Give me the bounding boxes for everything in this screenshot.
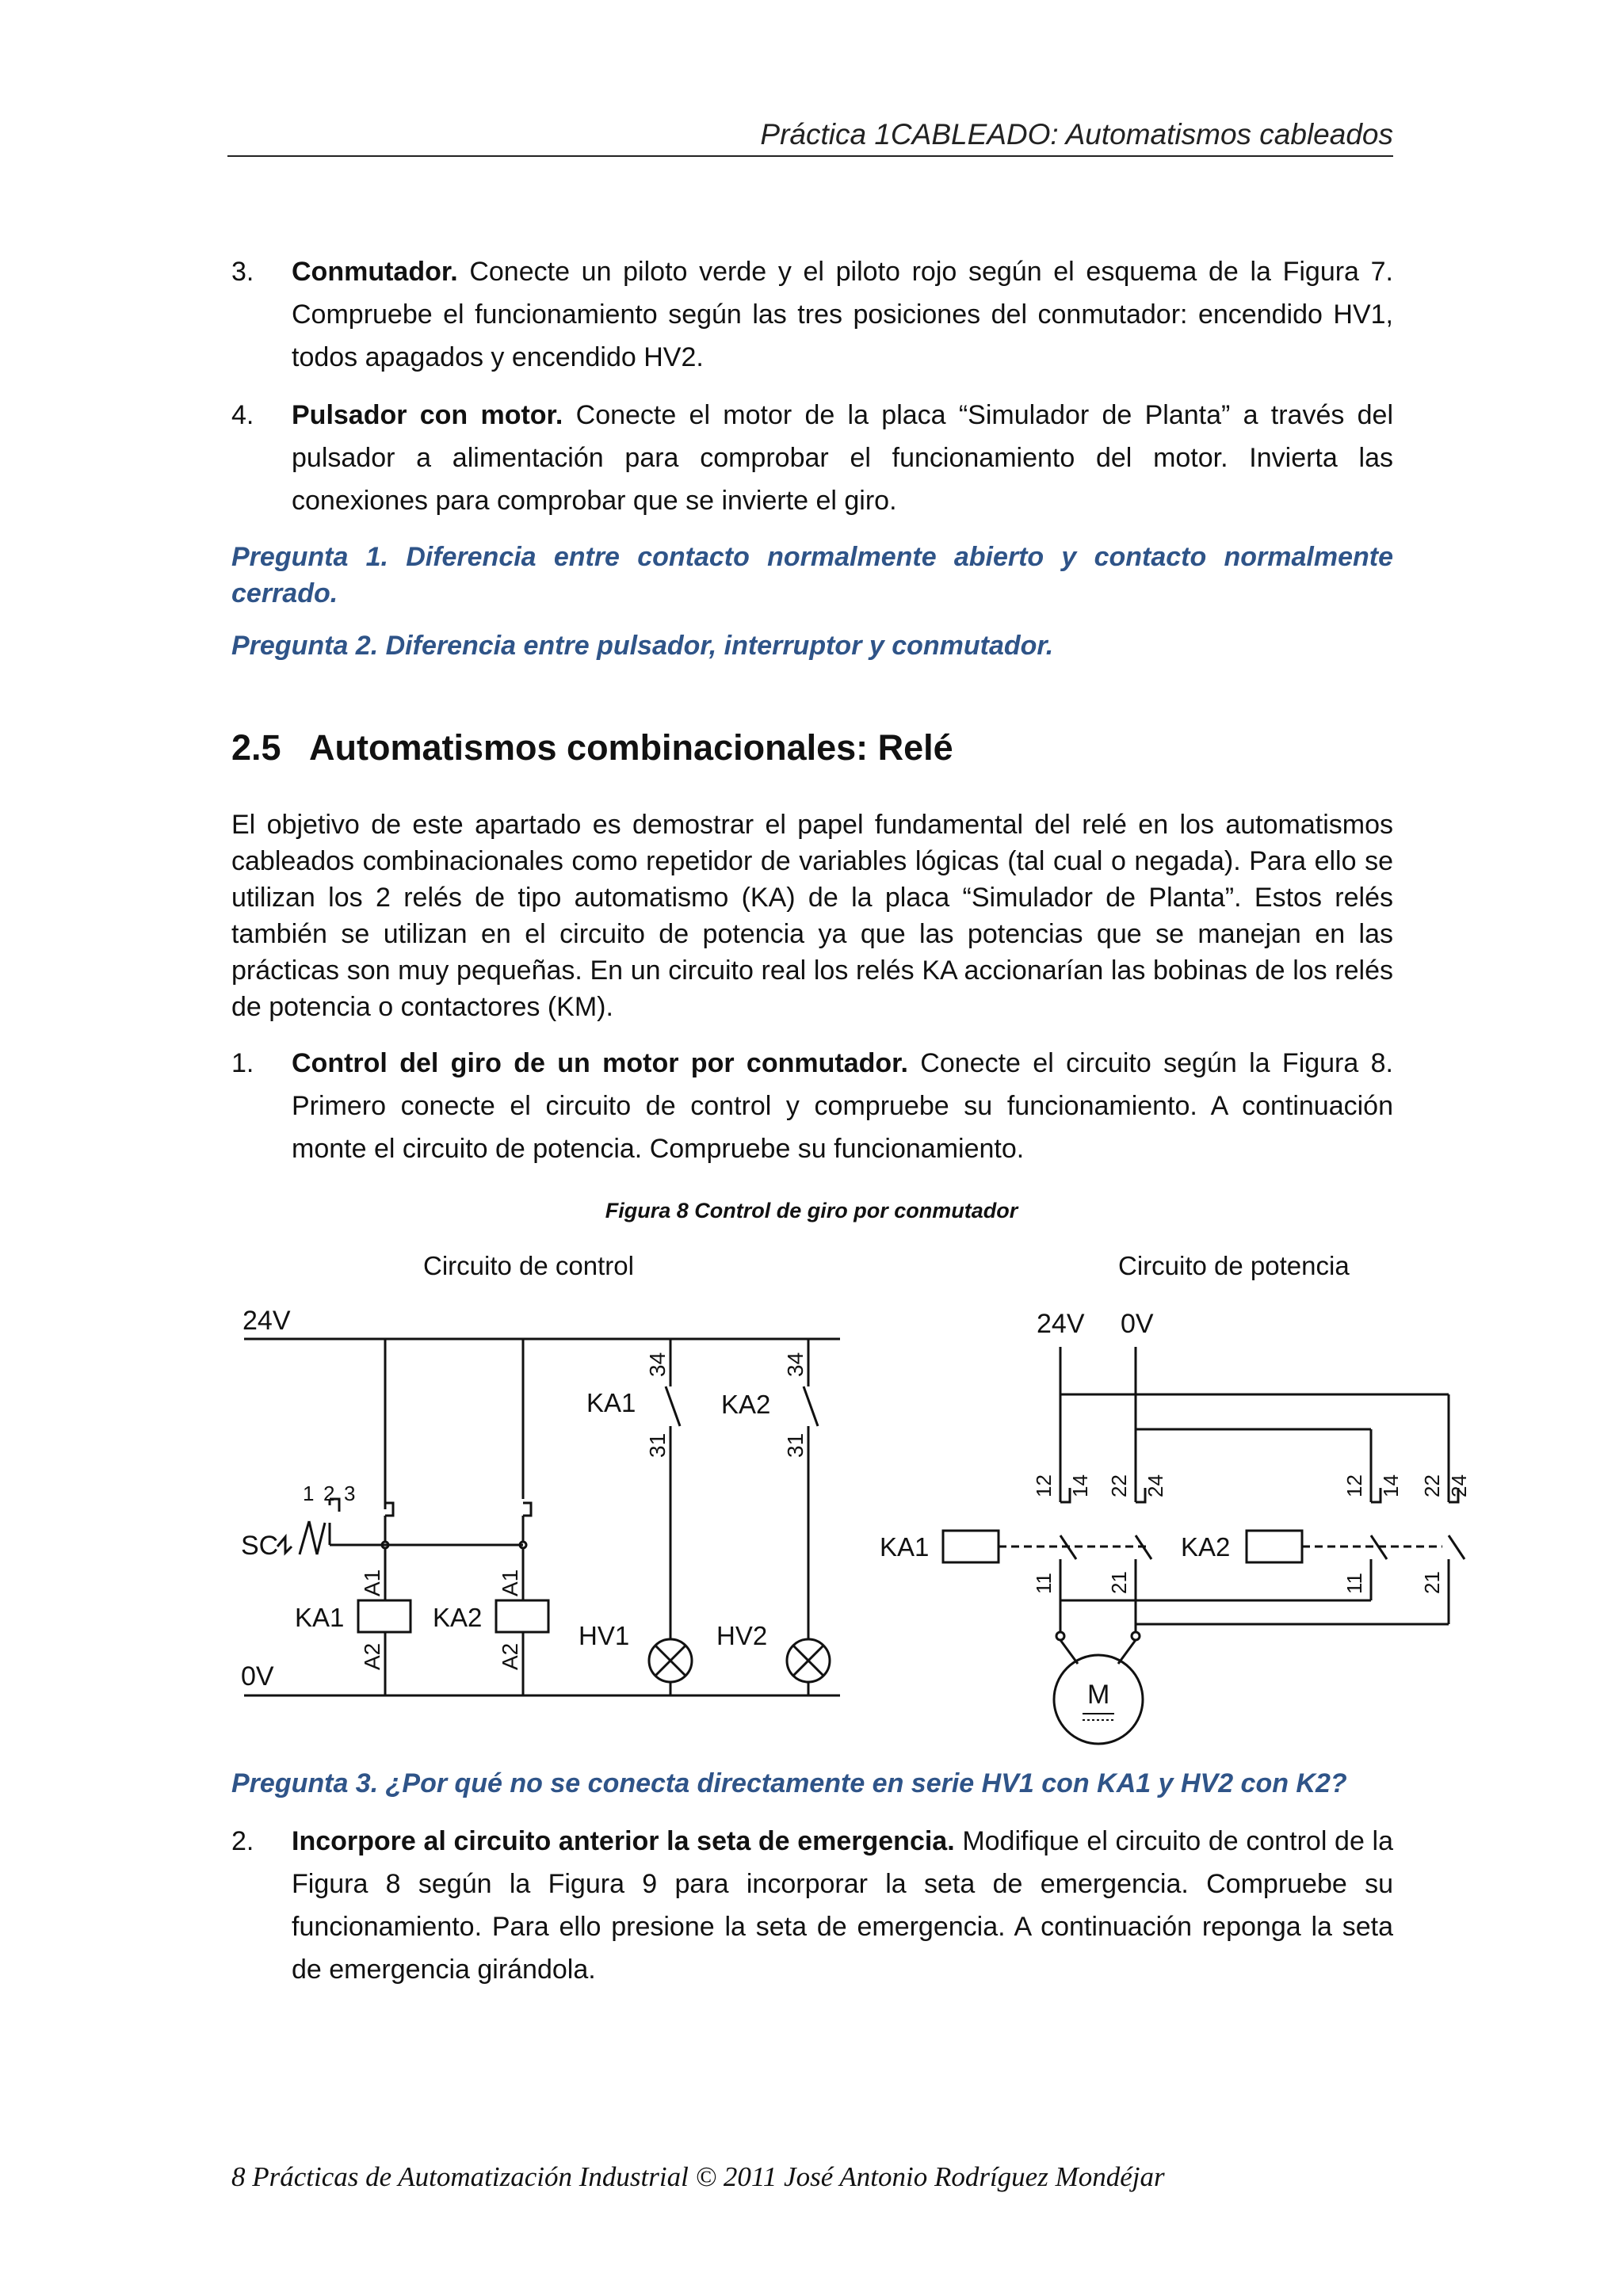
question-text: ¿Por qué no se conecta directamente en serie HV1 con KA1 y HV2 con K2? xyxy=(385,1768,1347,1798)
question-label: Pregunta 2. xyxy=(231,631,379,661)
lamp-hv1 xyxy=(649,1639,692,1682)
section-heading: Automatismos combinacionales: Relé xyxy=(309,727,953,768)
list-item xyxy=(231,1820,1393,1991)
label-12: 12 xyxy=(1342,1474,1366,1497)
power-circuit-title: Circuito de potencia xyxy=(1118,1251,1350,1280)
item-text: Conecte el circuito según la Figura 8. Primero conecte el circuito de control y compruebe su funcionamiento. A continuación monte el circuito de potencia. Compruebe su funcionamiento. xyxy=(292,1048,1393,1164)
intro-paragraph: El objetivo de este apartado es demostrar el papel fundamental del relé en los automatismos cableados combinacionales como repetidor de variables lógicas (tal cual o negada). Para ello se utilizan los 2 relés de tipo automatismo (KA) de la placa “Simulador de Planta”. Estos relés también se utilizan en el circuito de potencia ya que las potencias que se manejan en las prácticas son muy pequeñas. En un circuito real los relés KA accionarían las bobinas de los relés de potencia o contactores (KM). xyxy=(231,810,1393,1022)
label-pos-3: 3 xyxy=(344,1482,356,1505)
contact-ka2-changeover xyxy=(1371,1488,1387,1600)
item-title: Incorpore al circuito anterior la seta de emergencia. xyxy=(292,1826,955,1856)
item-title: Control del giro de un motor por conmutador. xyxy=(292,1048,908,1078)
label-31: 31 xyxy=(783,1432,808,1458)
label-22: 22 xyxy=(1420,1474,1444,1497)
power-circuit xyxy=(880,1309,1471,1744)
label-11: 11 xyxy=(1342,1573,1366,1594)
coil-ka1-power xyxy=(943,1531,999,1562)
question-2 xyxy=(231,627,1393,664)
list-item xyxy=(231,1042,1393,1170)
label-motor: M xyxy=(1087,1680,1110,1710)
label-sc: SC xyxy=(241,1531,279,1561)
question-label: Pregunta 1. xyxy=(231,542,388,572)
label-ka1-coil: KA1 xyxy=(295,1603,345,1632)
label-hv1: HV1 xyxy=(579,1621,630,1650)
label-22: 22 xyxy=(1107,1474,1131,1497)
item-number: 4. xyxy=(231,400,254,430)
item-number: 1. xyxy=(231,1048,254,1078)
label-21: 21 xyxy=(1420,1571,1444,1594)
list-item xyxy=(231,250,1393,379)
circuit-diagram xyxy=(230,1236,1471,1759)
figure-caption: Figura 8 Control de giro por conmutador xyxy=(605,1199,1018,1222)
list-item xyxy=(231,394,1393,522)
label-11: 11 xyxy=(1032,1573,1056,1594)
label-24: 24 xyxy=(1447,1474,1471,1497)
contact-ka1-changeover-2 xyxy=(1136,1488,1151,1585)
label-a2: A2 xyxy=(498,1642,522,1670)
label-14: 14 xyxy=(1379,1474,1403,1497)
item-text: Modifique el circuito de control de la Figura 8 según la Figura 9 para incorporar la seta de emergencia. Compruebe su funcionamiento. Para ello presione la seta de emergencia. A continuación reponga la seta de emergencia girándola. xyxy=(292,1826,1393,1985)
label-a1: A1 xyxy=(360,1569,384,1596)
section-number: 2.5 xyxy=(231,727,281,768)
label-24v-power: 24V xyxy=(1037,1309,1085,1339)
label-a1: A1 xyxy=(498,1569,522,1596)
item-number: 2. xyxy=(231,1826,254,1856)
label-ka1-contact: KA1 xyxy=(586,1388,636,1417)
label-pos-1: 1 xyxy=(303,1482,315,1505)
contact-ka1-changeover xyxy=(1060,1488,1076,1585)
label-ka1-power: KA1 xyxy=(880,1532,930,1562)
control-circuit xyxy=(241,1306,840,1695)
item-title: Pulsador con motor. xyxy=(292,400,563,430)
page-footer: 8 Prácticas de Automatización Industrial © 2011 José Antonio Rodríguez Mondéjar xyxy=(231,2161,1165,2192)
coil-ka1 xyxy=(358,1600,411,1632)
question-3 xyxy=(231,1765,1393,1802)
item-text: Conecte un piloto verde y el piloto rojo según el esquema de la Figura 7. Compruebe el funcionamiento según las tres posiciones del conmutador: encendido HV1, todos apagados y encendido HV2. xyxy=(292,257,1393,372)
label-24: 24 xyxy=(1144,1474,1167,1497)
label-34: 34 xyxy=(783,1352,808,1377)
label-21: 21 xyxy=(1107,1571,1131,1594)
label-14: 14 xyxy=(1068,1474,1092,1497)
item-title: Conmutador. xyxy=(292,257,458,287)
motor-terminal xyxy=(1132,1632,1140,1640)
question-1 xyxy=(231,539,1393,612)
question-text: Diferencia entre pulsador, interruptor y conmutador. xyxy=(385,631,1054,661)
label-34: 34 xyxy=(645,1352,670,1377)
question-text: Diferencia entre contacto normalmente abierto y contacto normalmente cerrado. xyxy=(231,542,1393,608)
label-ka2-contact: KA2 xyxy=(721,1390,771,1419)
label-24v: 24V xyxy=(242,1306,291,1336)
contact-ka2-changeover-2 xyxy=(1449,1488,1465,1624)
running-header: Práctica 1CABLEADO: Automatismos cableados xyxy=(227,117,1393,157)
motor-terminal xyxy=(1056,1632,1064,1640)
lamp-hv2 xyxy=(787,1639,830,1682)
label-12: 12 xyxy=(1032,1474,1056,1497)
label-31: 31 xyxy=(645,1432,670,1458)
label-ka2-coil: KA2 xyxy=(433,1603,483,1632)
label-0v-power: 0V xyxy=(1121,1309,1154,1339)
control-circuit-title: Circuito de control xyxy=(423,1251,634,1280)
contact-ka2-no xyxy=(804,1386,818,1426)
label-ka2-power: KA2 xyxy=(1181,1532,1231,1562)
contact-ka1-no xyxy=(666,1386,680,1426)
label-0v: 0V xyxy=(241,1661,274,1691)
question-label: Pregunta 3. xyxy=(231,1768,379,1798)
label-pos-2: 2 xyxy=(323,1482,335,1505)
item-number: 3. xyxy=(231,257,254,287)
coil-ka2 xyxy=(496,1600,548,1632)
section-title xyxy=(231,727,953,769)
coil-ka2-power xyxy=(1247,1531,1302,1562)
label-a2: A2 xyxy=(360,1642,384,1670)
item-text: Conecte el motor de la placa “Simulador de Planta” a través del pulsador a alimentación para comprobar el funcionamiento del motor. Invierta las conexiones para comprobar que se invierte el giro. xyxy=(292,400,1394,516)
label-hv2: HV2 xyxy=(716,1621,768,1650)
